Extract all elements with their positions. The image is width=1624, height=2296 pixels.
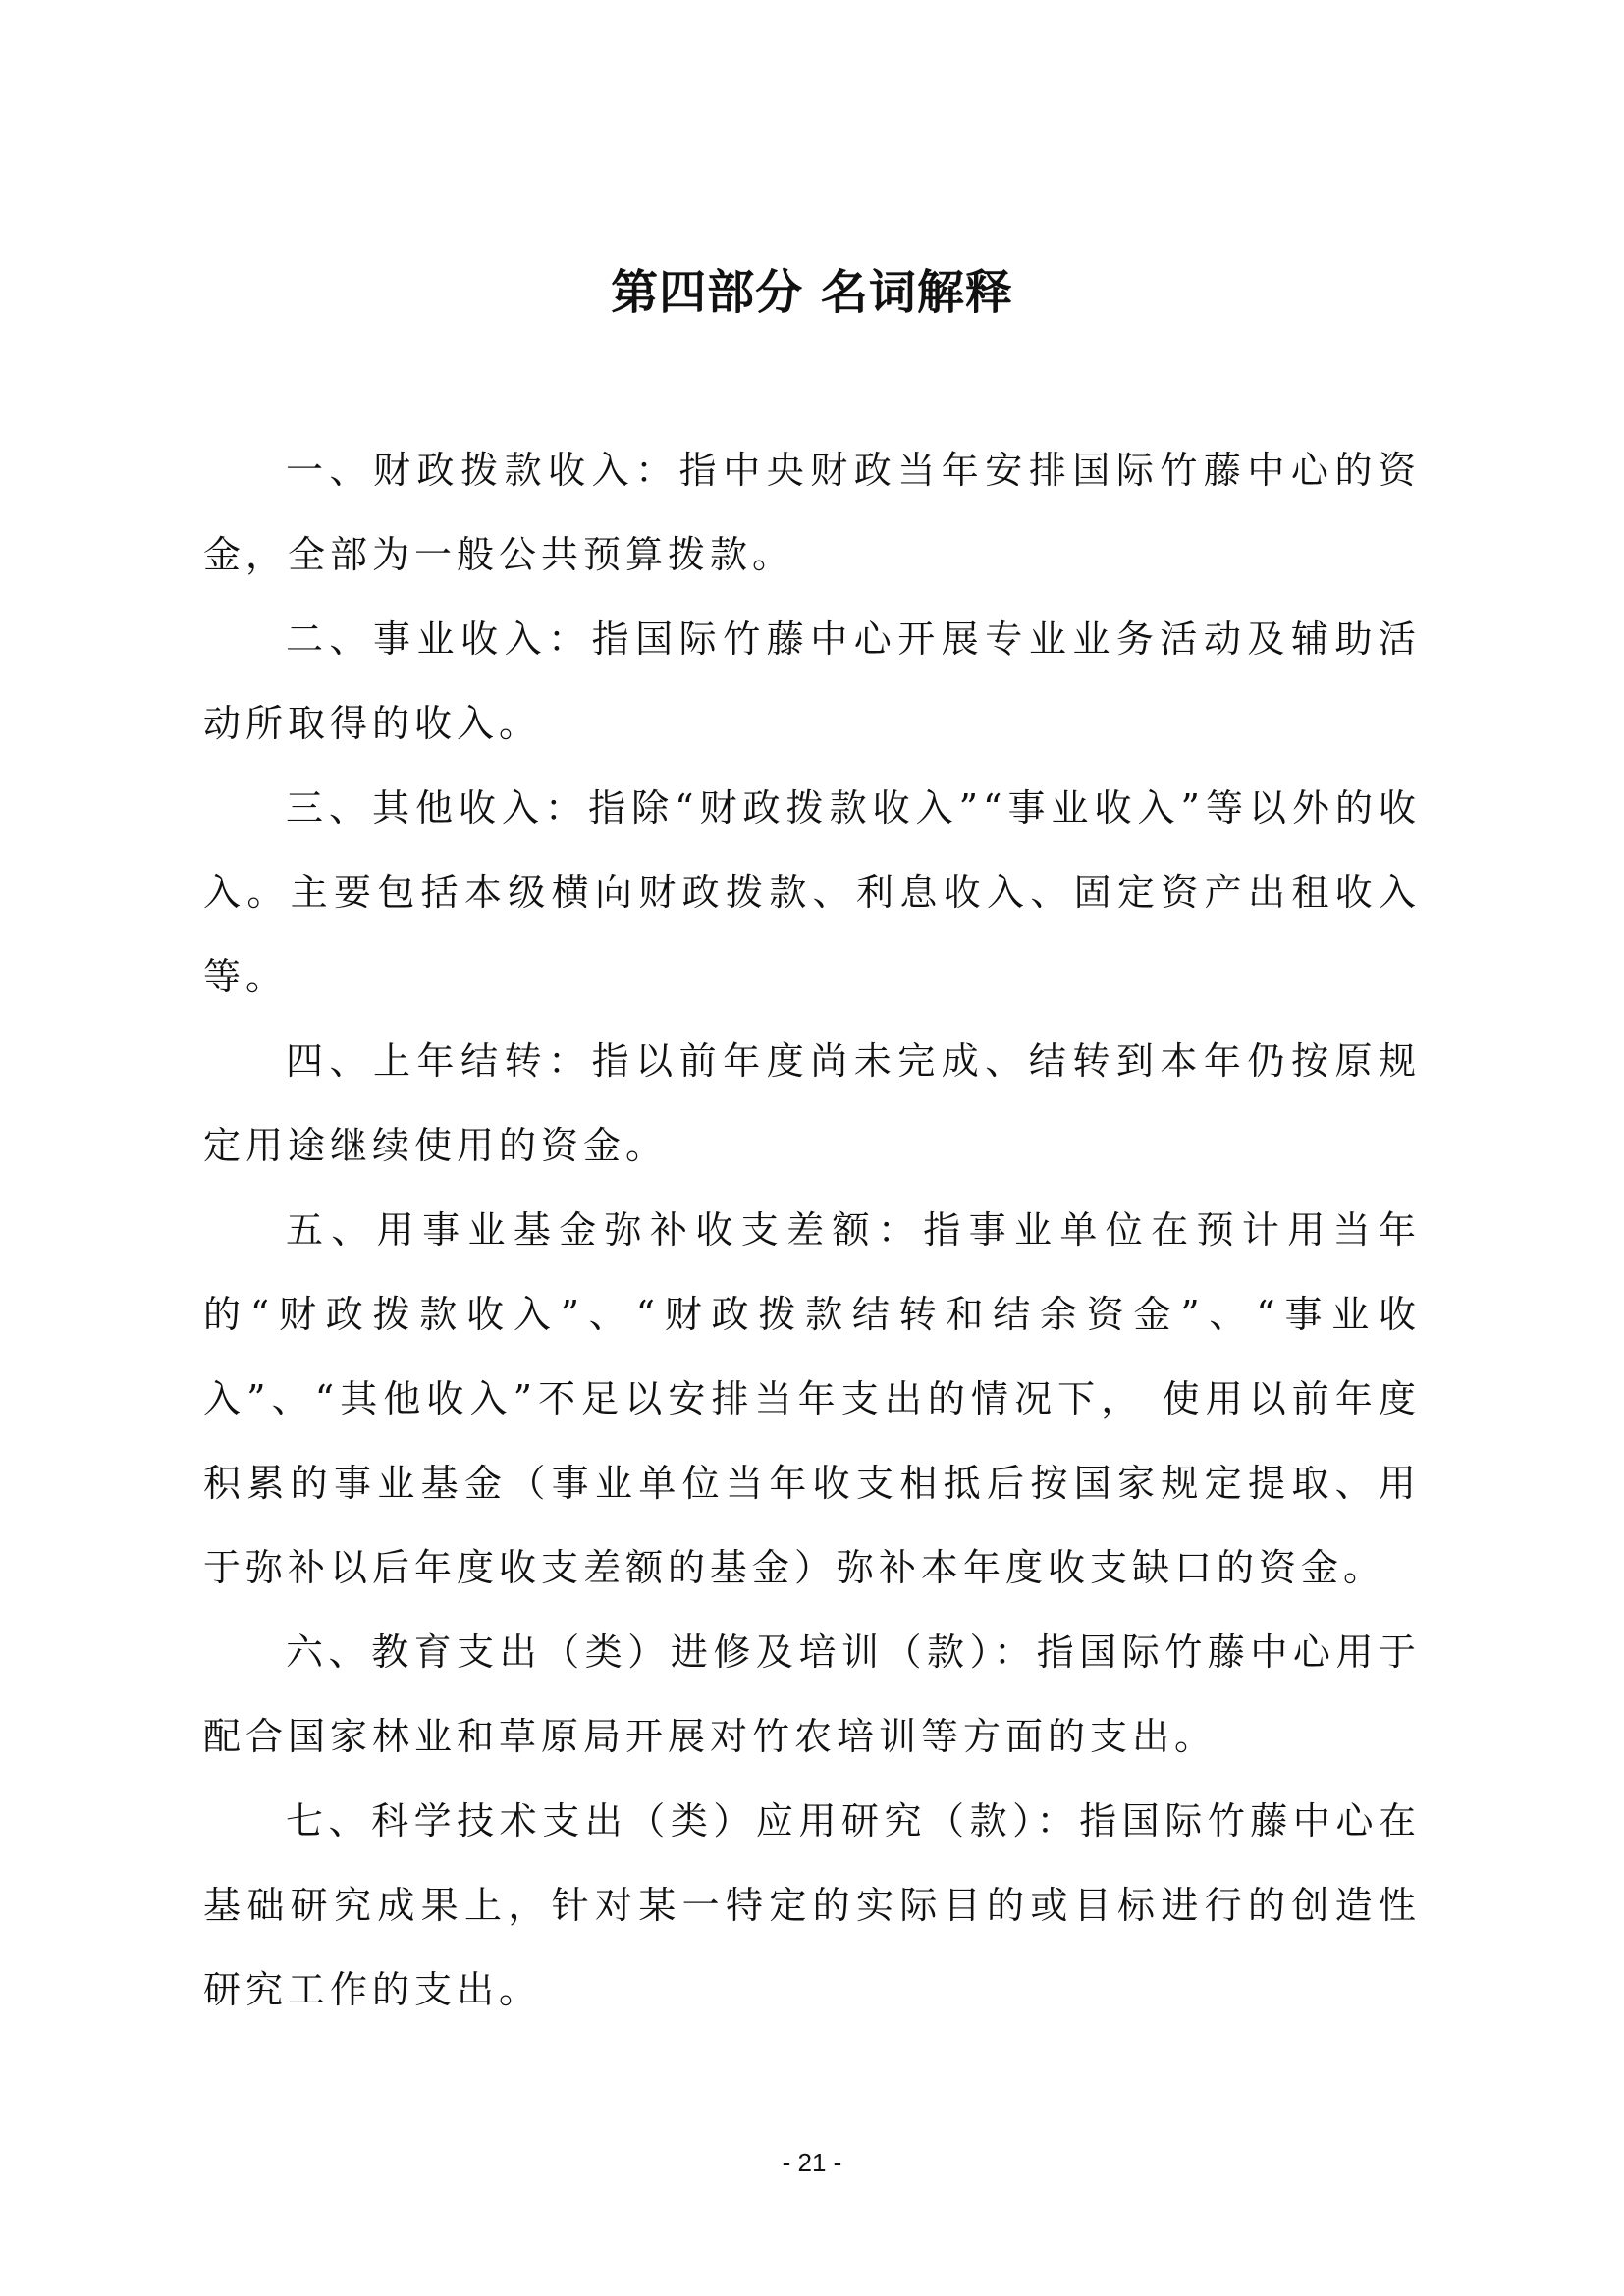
glossary-definition: 指中央财政当年安排国际竹藤中心的资金，全部为一般公共预算拨款。 <box>203 449 1421 576</box>
glossary-item <box>203 428 1421 597</box>
glossary-term: 六、教育支出（类）进修及培训（款）： <box>286 1630 1037 1674</box>
glossary-item <box>203 766 1421 1019</box>
glossary-item <box>203 1779 1421 2032</box>
page-number: - 21 - <box>782 2148 842 2177</box>
glossary-term: 四、上年结转： <box>286 1040 592 1083</box>
glossary-item <box>203 1188 1421 1610</box>
glossary-definition: 指除“财政拨款收入”“事业收入”等以外的收入。主要包括本级横向财政拨款、利息收入、固定资产出租收入等。 <box>203 786 1421 998</box>
glossary-term: 五、用事业基金弥补收支差额： <box>286 1208 924 1252</box>
glossary-item <box>203 1610 1421 1779</box>
glossary-term: 一、财政拨款收入： <box>286 449 679 492</box>
glossary-definition: 指以前年度尚未完成、结转到本年仍按原规定用途继续使用的资金。 <box>203 1040 1421 1167</box>
page-title: 第四部分 名词解释 <box>611 265 1013 320</box>
glossary-term: 三、其他收入： <box>286 786 589 829</box>
glossary-definition: 指国际竹藤中心开展专业业务活动及辅助活动所取得的收入。 <box>203 617 1421 745</box>
glossary-term: 七、科学技术支出（类）应用研究（款）： <box>286 1799 1080 1842</box>
glossary-term: 二、事业收入： <box>286 617 592 661</box>
glossary-definition: 指国际竹藤中心在基础研究成果上，针对某一特定的实际目的或目标进行的创造性研究工作的支出。 <box>203 1799 1421 2011</box>
glossary-body <box>203 428 1421 2032</box>
glossary-definition: 指事业单位在预计用当年的“财政拨款收入”、“财政拨款结转和结余资金”、“事业收入”、“其他收入”不足以安排当年支出的情况下， 使用以前年度积累的事业基金（事业单位当年收支相抵后按国家规定提取、用于弥补以后年度收支差额的基金）弥补本年度收支缺口的资金。 <box>203 1208 1421 1589</box>
glossary-definition: 指国际竹藤中心用于配合国家林业和草原局开展对竹农培训等方面的支出。 <box>203 1630 1421 1758</box>
glossary-item <box>203 1019 1421 1188</box>
glossary-item <box>203 597 1421 766</box>
